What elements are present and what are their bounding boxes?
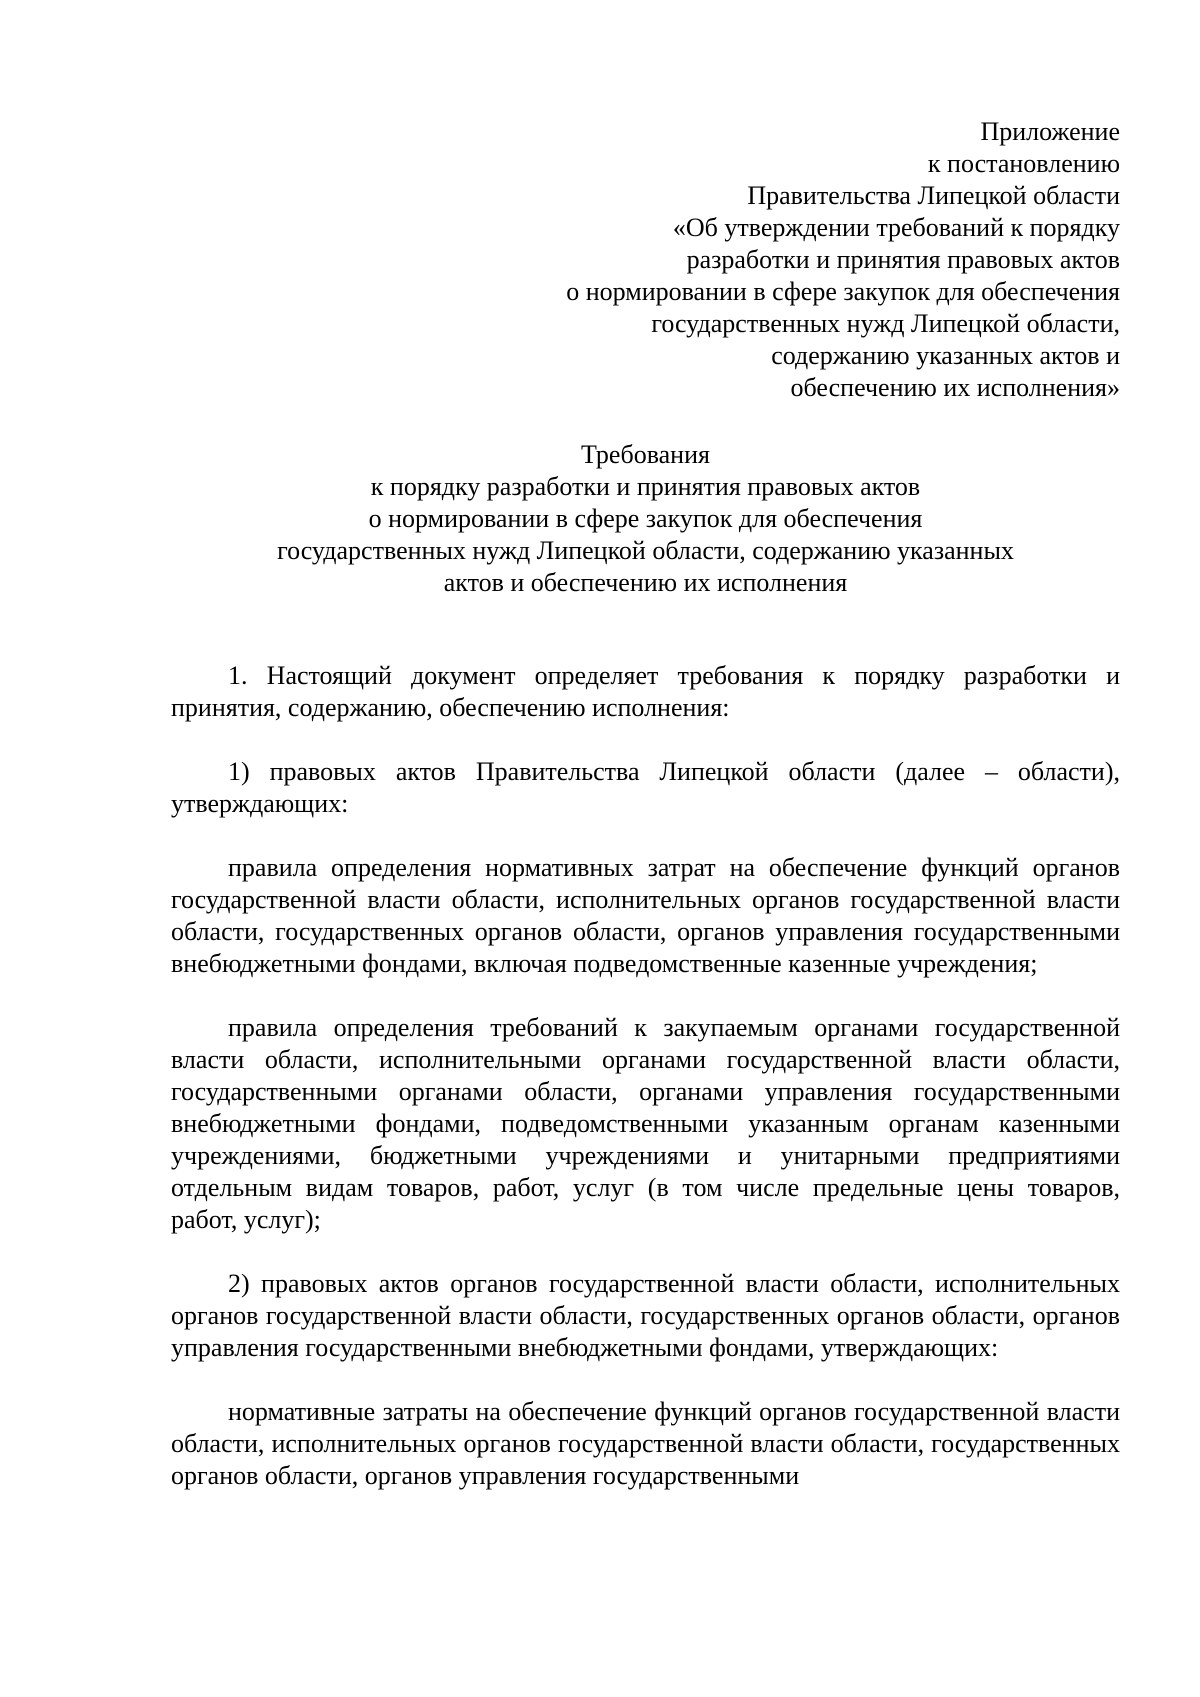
paragraph: правила определения требований к закупаемым органами государственной власти области, исполнительными органами государственной власти области, государственными органами области, органами управления государственными внебюджетными фондами, подведомственными указанным органам казенными учреждениями, бюджетными учреждениями и унитарными предприятиями отдельным видам товаров, работ, услуг (в том числе предельные цены товаров, работ, услуг); — [171, 1013, 1120, 1234]
annex-line: «Об утверждении требований к порядку — [672, 213, 1120, 242]
paragraph: 1) правовых актов Правительства Липецкой области (далее – области), утверждающих: — [171, 757, 1120, 818]
title-line: о нормировании в сфере закупок для обеспечения — [368, 504, 923, 533]
title-line: государственных нужд Липецкой области, содержанию указанных — [277, 536, 1014, 565]
document-body — [171, 660, 1120, 1524]
paragraph: правила определения нормативных затрат на обеспечение функций органов государственной власти области, исполнительных органов государственной власти области, государственных органов области, органов управления государственными внебюджетными фондами, включая подведомственные казенные учреждения; — [171, 853, 1120, 978]
paragraph: 2) правовых актов органов государственной власти области, исполнительных органов государственной власти области, государственных органов области, органов управления государственными внебюджетными фондами, утверждающих: — [171, 1269, 1120, 1362]
title-line: Требования — [581, 440, 710, 469]
annex-line: содержанию указанных актов и — [771, 341, 1120, 370]
paragraph: нормативные затраты на обеспечение функций органов государственной власти области, исполнительных органов государственной власти области, государственных органов области, органов управления государственными — [171, 1397, 1120, 1490]
title-line: к порядку разработки и принятия правовых актов — [370, 472, 921, 501]
annex-block — [470, 116, 1120, 404]
annex-line: обеспечению их исполнения» — [790, 373, 1120, 402]
annex-line: государственных нужд Липецкой области, — [651, 309, 1120, 338]
title-line: актов и обеспечению их исполнения — [443, 568, 848, 597]
annex-line: о нормировании в сфере закупок для обеспечения — [566, 277, 1120, 306]
annex-line: разработки и принятия правовых актов — [686, 245, 1120, 274]
annex-line: к постановлению — [927, 149, 1120, 178]
paragraph: 1. Настоящий документ определяет требования к порядку разработки и принятия, содержанию, обеспечению исполнения: — [171, 661, 1120, 722]
annex-line: Приложение — [980, 117, 1120, 146]
document-title — [171, 439, 1120, 599]
annex-line: Правительства Липецкой области — [747, 181, 1120, 210]
